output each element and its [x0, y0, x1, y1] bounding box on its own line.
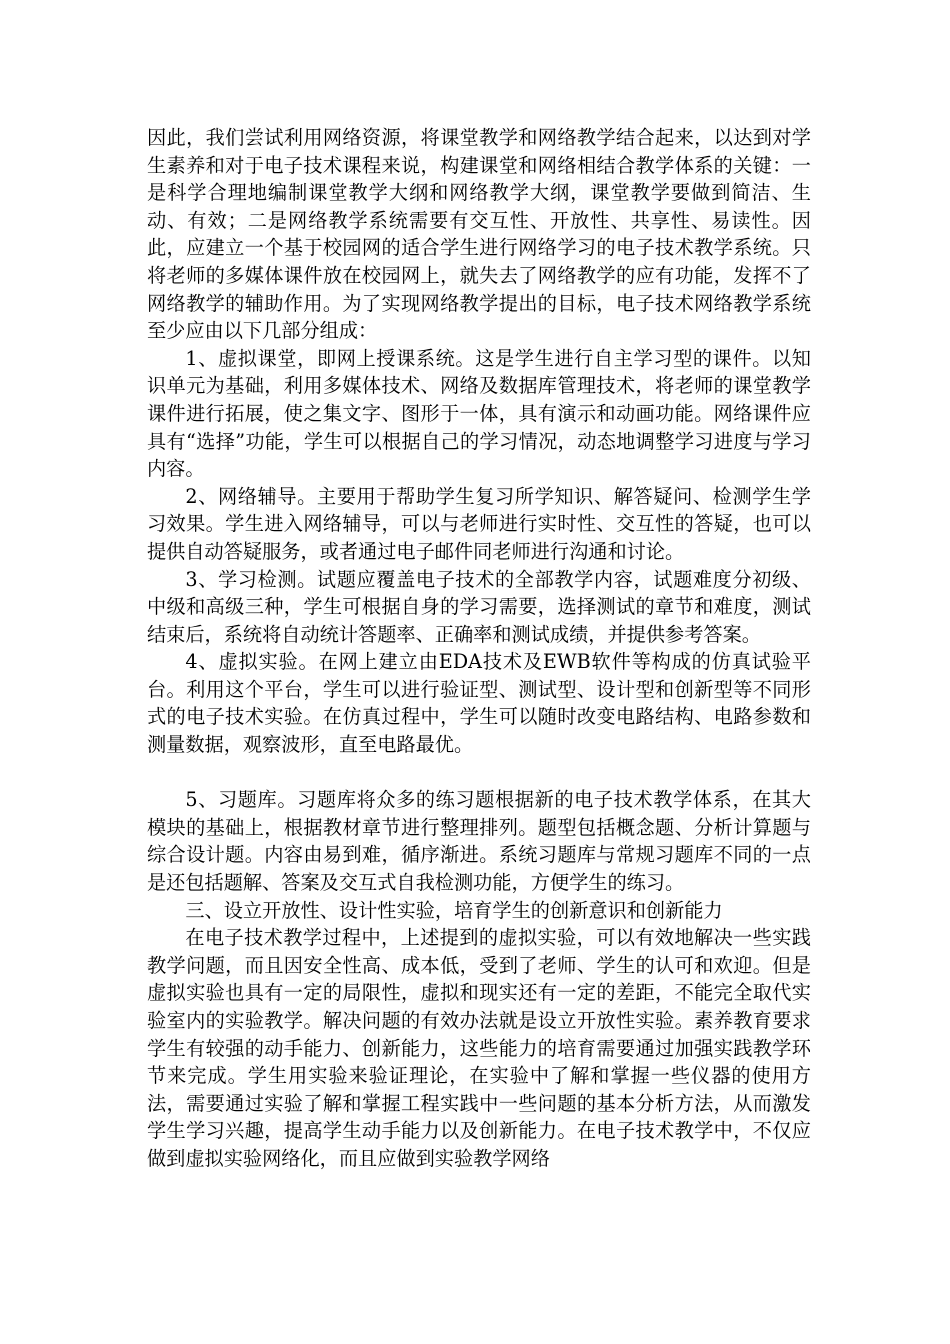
section-heading-open-experiments: 三、设立开放性、设计性实验，培育学生的创新意识和创新能力: [185, 898, 723, 922]
paragraph-question-bank: 5、习题库。习题库将众多的练习题根据新的电子技术教学体系，在其大模块的基础上，根据教材章节进行整理排列。题型包括概念题、分析计算题与综合设计题。内容由易到难，循序渐进。系统习题库与常规习题库不同的一点是还包括题解、答案及交互式自我检测功能，方便学生的练习。: [147, 788, 811, 895]
paragraph-online-tutoring: 2、网络辅导。主要用于帮助学生复习所学知识、解答疑问、检测学生学习效果。学生进入网络辅导，可以与老师进行实时性、交互性的答疑，也可以提供自动答疑服务，或者通过电子邮件同老师进行沟通和讨论。: [147, 484, 811, 563]
paragraph-learning-test: 3、学习检测。试题应覆盖电子技术的全部教学内容，试题难度分初级、中级和高级三种，学生可根据自身的学习需要，选择测试的章节和难度，测试结束后，系统将自动统计答题率、正确率和测试成绩，并提供参考答案。: [147, 567, 811, 646]
document-body: [147, 124, 811, 1173]
paragraph-intro: 因此，我们尝试利用网络资源，将课堂教学和网络教学结合起来，以达到对学生素养和对于电子技术课程来说，构建课堂和网络相结合教学体系的关键：一是科学合理地编制课堂教学大纲和网络教学大纲，课堂教学要做到简洁、生动、有效；二是网络教学系统需要有交互性、开放性、共享性、易读性。因此，应建立一个基于校园网的适合学生进行网络学习的电子技术教学系统。只将老师的多媒体课件放在校园网上，就失去了网络教学的应有功能，发挥不了网络教学的辅助作用。为了实现网络教学提出的目标，电子技术网络教学系统至少应由以下几部分组成：: [147, 126, 811, 343]
paragraph-open-experiments: 在电子技术教学过程中，上述提到的虚拟实验，可以有效地解决一些实践教学问题，而且因安全性高、成本低，受到了老师、学生的认可和欢迎。但是虚拟实验也具有一定的局限性，虚拟和现实还有一定的差距，不能完全取代实验室内的实验教学。解决问题的有效办法就是设立开放性实验。素养教育要求学生有较强的动手能力、创新能力，这些能力的培育需要通过加强实践教学环节来完成。学生用实验来验证理论，在实验中了解和掌握一些仪器的使用方法，需要通过实验了解和掌握工程实践中一些问题的基本分析方法，从而激发学生学习兴趣，提高学生动手能力以及创新能力。在电子技术教学中，不仅应做到虚拟实验网络化，而且应做到实验教学网络: [147, 926, 811, 1170]
paragraph-virtual-classroom: 1、虚拟课堂，即网上授课系统。这是学生进行自主学习型的课件。以知识单元为基础，利用多媒体技术、网络及数据库管理技术，将老师的课堂教学课件进行拓展，使之集文字、图形于一体，具有演示和动画功能。网络课件应具有“选择”功能，学生可以根据自己的学习情况，动态地调整学习进度与学习内容。: [147, 346, 811, 481]
paragraph-virtual-experiment: 4、虚拟实验。在网上建立由EDA技术及EWB软件等构成的仿真试验平台。利用这个平台，学生可以进行验证型、测试型、设计型和创新型等不同形式的电子技术实验。在仿真过程中，学生可以随时改变电路结构、电路参数和测量数据，观察波形，直至电路最优。: [147, 650, 811, 757]
